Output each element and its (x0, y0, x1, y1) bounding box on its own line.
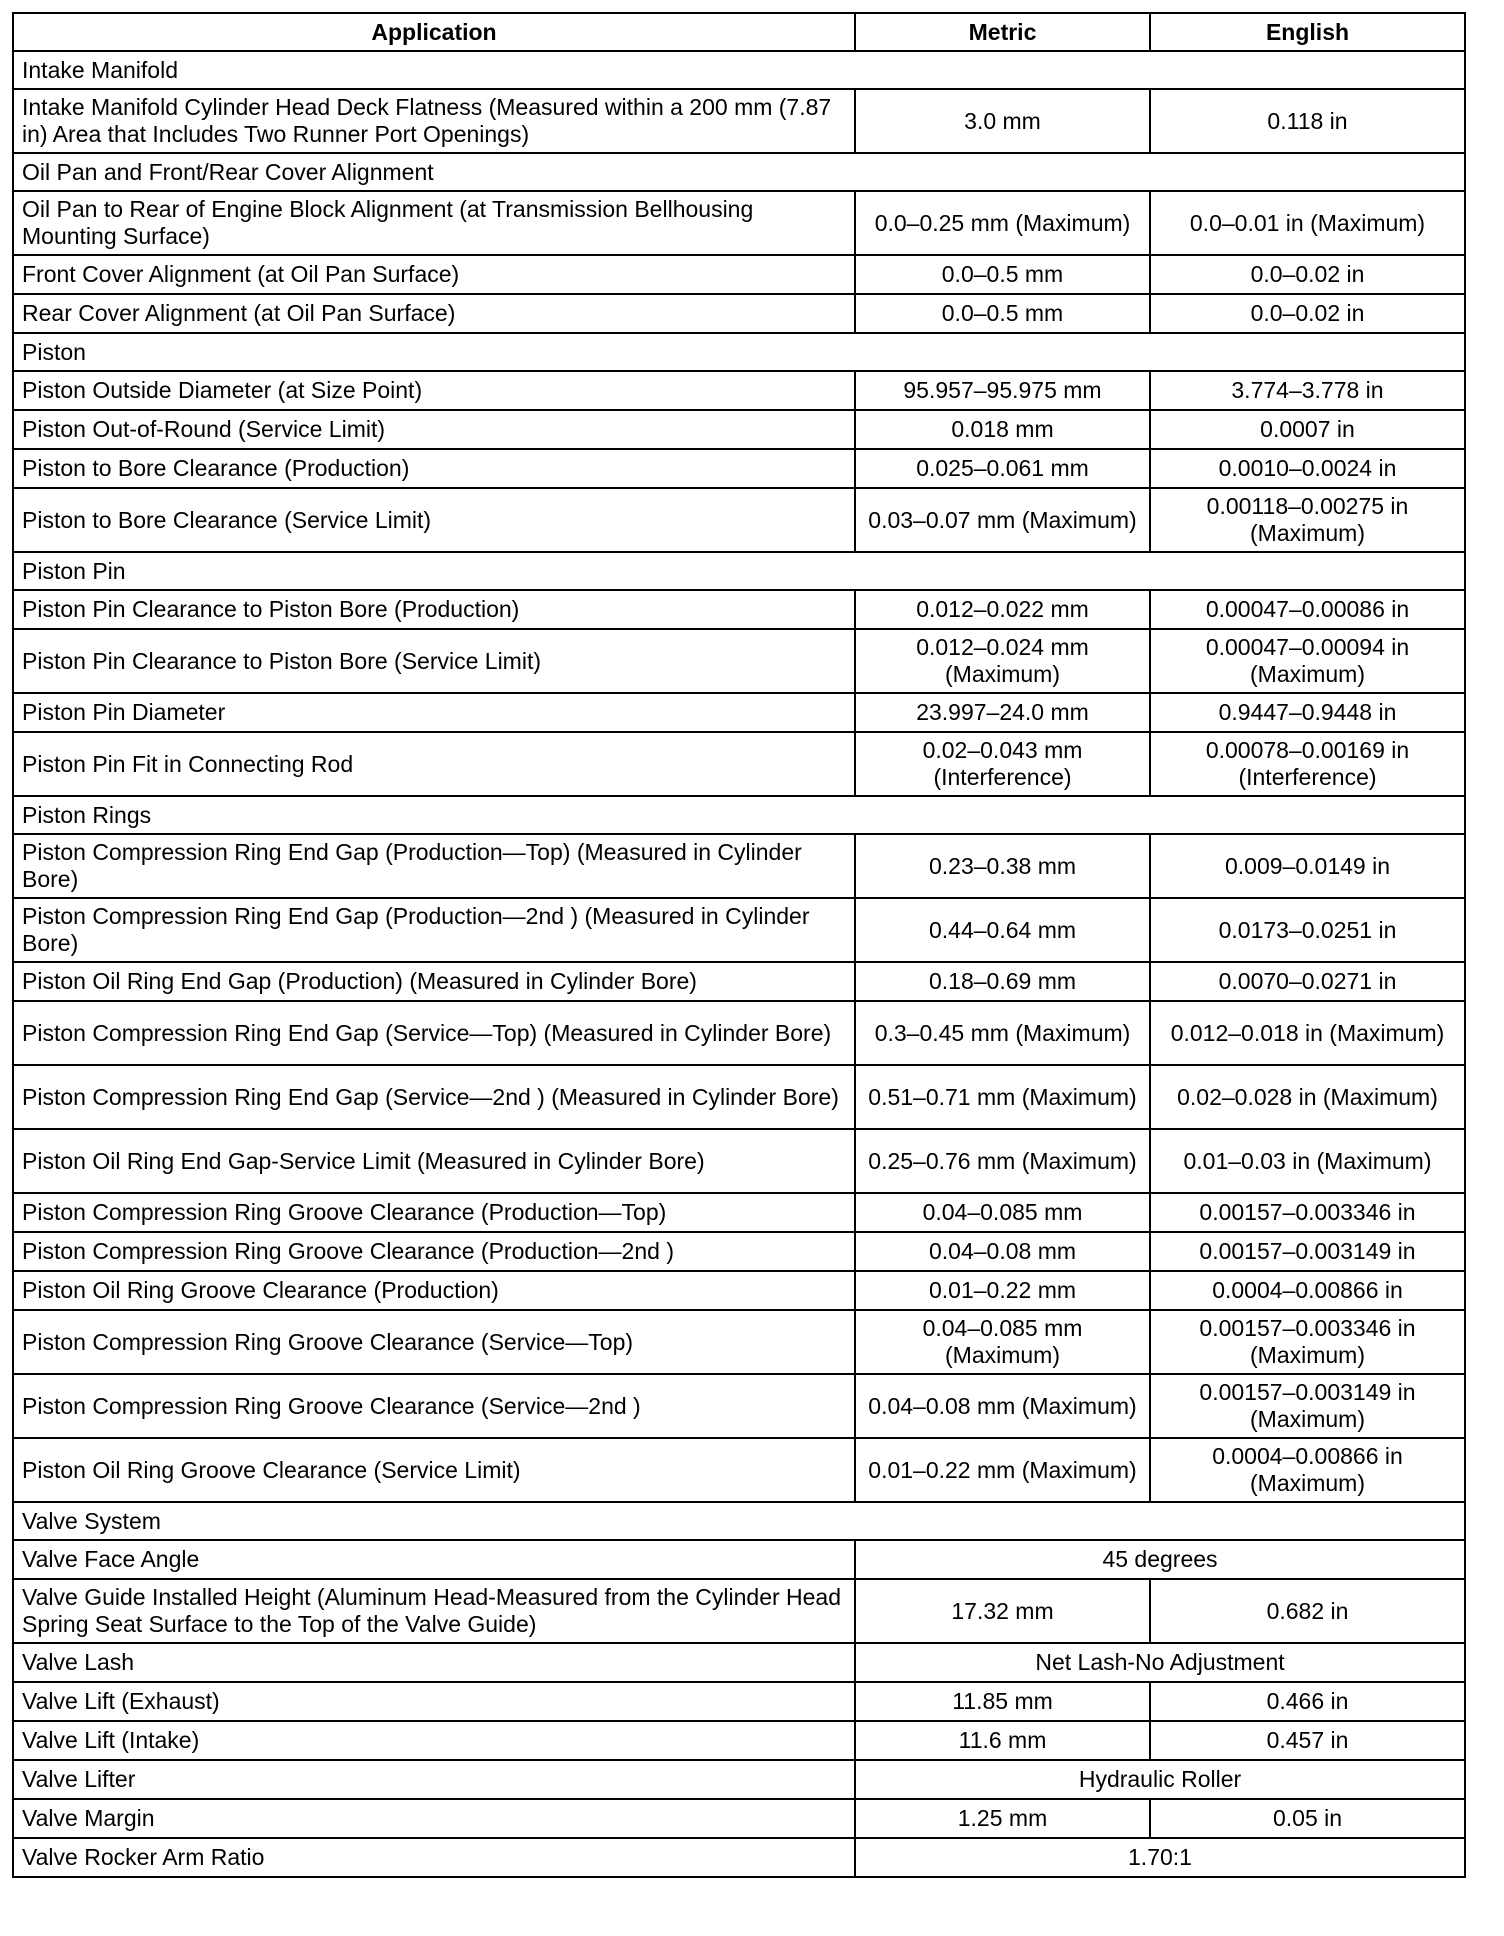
section-title: Valve System (13, 1502, 1465, 1540)
specifications-table (12, 12, 1466, 1878)
english-value-cell: 0.00157–0.003346 in (1150, 1193, 1465, 1232)
section-row (13, 153, 1465, 191)
english-value-cell: 0.0–0.01 in (Maximum) (1150, 191, 1465, 255)
table-row (13, 629, 1465, 693)
metric-value-cell: 0.03–0.07 mm (Maximum) (855, 488, 1150, 552)
section-row (13, 51, 1465, 89)
table-row (13, 191, 1465, 255)
table-row (13, 834, 1465, 898)
section-row (13, 333, 1465, 371)
combined-value-cell: 1.70:1 (855, 1838, 1465, 1877)
application-cell: Piston Compression Ring End Gap (Production—2nd ) (Measured in Cylinder Bore) (13, 898, 855, 962)
section-title: Piston Rings (13, 796, 1465, 834)
english-value-cell: 3.774–3.778 in (1150, 371, 1465, 410)
metric-value-cell: 0.04–0.085 mm (Maximum) (855, 1310, 1150, 1374)
english-value-cell: 0.0004–0.00866 in (1150, 1271, 1465, 1310)
section-row (13, 1502, 1465, 1540)
application-cell: Valve Lift (Intake) (13, 1721, 855, 1760)
metric-value-cell: 1.25 mm (855, 1799, 1150, 1838)
metric-value-cell: 0.0–0.25 mm (Maximum) (855, 191, 1150, 255)
header-application: Application (13, 13, 855, 51)
application-cell: Oil Pan to Rear of Engine Block Alignment (at Transmission Bellhousing Mounting Surface) (13, 191, 855, 255)
metric-value-cell: 11.6 mm (855, 1721, 1150, 1760)
application-cell: Piston Compression Ring Groove Clearance (Production—Top) (13, 1193, 855, 1232)
table-row (13, 1682, 1465, 1721)
application-cell: Valve Face Angle (13, 1540, 855, 1579)
table-row (13, 1579, 1465, 1643)
english-value-cell: 0.00078–0.00169 in (Interference) (1150, 732, 1465, 796)
application-cell: Valve Rocker Arm Ratio (13, 1838, 855, 1877)
section-title: Intake Manifold (13, 51, 1465, 89)
application-cell: Valve Lifter (13, 1760, 855, 1799)
table-row (13, 1065, 1465, 1129)
english-value-cell: 0.0004–0.00866 in (Maximum) (1150, 1438, 1465, 1502)
table-row (13, 1799, 1465, 1838)
application-cell: Piston Compression Ring Groove Clearance (Production—2nd ) (13, 1232, 855, 1271)
application-cell: Piston Pin Diameter (13, 693, 855, 732)
table-row (13, 1643, 1465, 1682)
metric-value-cell: 0.018 mm (855, 410, 1150, 449)
application-cell: Intake Manifold Cylinder Head Deck Flatness (Measured within a 200 mm (7.87 in) Area that Includes Two Runner Port Openings) (13, 89, 855, 153)
application-cell: Piston Pin Clearance to Piston Bore (Production) (13, 590, 855, 629)
application-cell: Piston to Bore Clearance (Production) (13, 449, 855, 488)
section-row (13, 552, 1465, 590)
application-cell: Piston Out-of-Round (Service Limit) (13, 410, 855, 449)
application-cell: Rear Cover Alignment (at Oil Pan Surface) (13, 294, 855, 333)
table-row (13, 732, 1465, 796)
table-row (13, 371, 1465, 410)
english-value-cell: 0.457 in (1150, 1721, 1465, 1760)
english-value-cell: 0.00157–0.003149 in (1150, 1232, 1465, 1271)
english-value-cell: 0.0173–0.0251 in (1150, 898, 1465, 962)
metric-value-cell: 0.23–0.38 mm (855, 834, 1150, 898)
table-row (13, 1271, 1465, 1310)
application-cell: Piston Oil Ring Groove Clearance (Production) (13, 1271, 855, 1310)
application-cell: Valve Lash (13, 1643, 855, 1682)
metric-value-cell: 23.997–24.0 mm (855, 693, 1150, 732)
table-row (13, 590, 1465, 629)
english-value-cell: 0.0007 in (1150, 410, 1465, 449)
table-row (13, 1760, 1465, 1799)
section-title: Oil Pan and Front/Rear Cover Alignment (13, 153, 1465, 191)
table-row (13, 1838, 1465, 1877)
application-cell: Piston Compression Ring End Gap (Service—Top) (Measured in Cylinder Bore) (13, 1001, 855, 1065)
section-title: Piston (13, 333, 1465, 371)
table-row (13, 255, 1465, 294)
application-cell: Piston Oil Ring End Gap (Production) (Measured in Cylinder Bore) (13, 962, 855, 1001)
section-row (13, 796, 1465, 834)
english-value-cell: 0.0–0.02 in (1150, 294, 1465, 333)
english-value-cell: 0.118 in (1150, 89, 1465, 153)
metric-value-cell: 0.18–0.69 mm (855, 962, 1150, 1001)
table-body (13, 51, 1465, 1877)
metric-value-cell: 11.85 mm (855, 1682, 1150, 1721)
application-cell: Piston Compression Ring Groove Clearance (Service—Top) (13, 1310, 855, 1374)
metric-value-cell: 95.957–95.975 mm (855, 371, 1150, 410)
table-row (13, 1001, 1465, 1065)
table-row (13, 294, 1465, 333)
english-value-cell: 0.00118–0.00275 in (Maximum) (1150, 488, 1465, 552)
metric-value-cell: 0.04–0.085 mm (855, 1193, 1150, 1232)
metric-value-cell: 0.01–0.22 mm (855, 1271, 1150, 1310)
header-row (13, 13, 1465, 51)
table-row (13, 1540, 1465, 1579)
metric-value-cell: 17.32 mm (855, 1579, 1150, 1643)
metric-value-cell: 0.51–0.71 mm (Maximum) (855, 1065, 1150, 1129)
application-cell: Piston Oil Ring Groove Clearance (Service Limit) (13, 1438, 855, 1502)
combined-value-cell: Hydraulic Roller (855, 1760, 1465, 1799)
application-cell: Valve Margin (13, 1799, 855, 1838)
application-cell: Valve Guide Installed Height (Aluminum Head-Measured from the Cylinder Head Spring Seat Surface to the Top of the Valve Guide) (13, 1579, 855, 1643)
combined-value-cell: Net Lash-No Adjustment (855, 1643, 1465, 1682)
table-row (13, 1232, 1465, 1271)
english-value-cell: 0.0070–0.0271 in (1150, 962, 1465, 1001)
header-english: English (1150, 13, 1465, 51)
table-row (13, 1193, 1465, 1232)
combined-value-cell: 45 degrees (855, 1540, 1465, 1579)
metric-value-cell: 3.0 mm (855, 89, 1150, 153)
table-row (13, 898, 1465, 962)
table-row (13, 449, 1465, 488)
application-cell: Piston Compression Ring End Gap (Service—2nd ) (Measured in Cylinder Bore) (13, 1065, 855, 1129)
english-value-cell: 0.00047–0.00086 in (1150, 590, 1465, 629)
metric-value-cell: 0.012–0.024 mm (Maximum) (855, 629, 1150, 693)
metric-value-cell: 0.44–0.64 mm (855, 898, 1150, 962)
table-row (13, 693, 1465, 732)
english-value-cell: 0.0010–0.0024 in (1150, 449, 1465, 488)
english-value-cell: 0.009–0.0149 in (1150, 834, 1465, 898)
metric-value-cell: 0.02–0.043 mm (Interference) (855, 732, 1150, 796)
table-row (13, 410, 1465, 449)
table-row (13, 89, 1465, 153)
application-cell: Piston Compression Ring End Gap (Production—Top) (Measured in Cylinder Bore) (13, 834, 855, 898)
english-value-cell: 0.05 in (1150, 1799, 1465, 1838)
metric-value-cell: 0.012–0.022 mm (855, 590, 1150, 629)
table-row (13, 962, 1465, 1001)
table-row (13, 1721, 1465, 1760)
english-value-cell: 0.02–0.028 in (Maximum) (1150, 1065, 1465, 1129)
application-cell: Piston to Bore Clearance (Service Limit) (13, 488, 855, 552)
header-metric: Metric (855, 13, 1150, 51)
english-value-cell: 0.682 in (1150, 1579, 1465, 1643)
english-value-cell: 0.00157–0.003346 in (Maximum) (1150, 1310, 1465, 1374)
metric-value-cell: 0.0–0.5 mm (855, 294, 1150, 333)
table-row (13, 1310, 1465, 1374)
english-value-cell: 0.01–0.03 in (Maximum) (1150, 1129, 1465, 1193)
table-row (13, 1374, 1465, 1438)
metric-value-cell: 0.04–0.08 mm (855, 1232, 1150, 1271)
metric-value-cell: 0.25–0.76 mm (Maximum) (855, 1129, 1150, 1193)
metric-value-cell: 0.3–0.45 mm (Maximum) (855, 1001, 1150, 1065)
english-value-cell: 0.9447–0.9448 in (1150, 693, 1465, 732)
application-cell: Piston Pin Clearance to Piston Bore (Service Limit) (13, 629, 855, 693)
metric-value-cell: 0.01–0.22 mm (Maximum) (855, 1438, 1150, 1502)
english-value-cell: 0.012–0.018 in (Maximum) (1150, 1001, 1465, 1065)
application-cell: Piston Compression Ring Groove Clearance (Service—2nd ) (13, 1374, 855, 1438)
table-row (13, 1438, 1465, 1502)
table-row (13, 1129, 1465, 1193)
english-value-cell: 0.466 in (1150, 1682, 1465, 1721)
english-value-cell: 0.00157–0.003149 in (Maximum) (1150, 1374, 1465, 1438)
english-value-cell: 0.00047–0.00094 in (Maximum) (1150, 629, 1465, 693)
metric-value-cell: 0.025–0.061 mm (855, 449, 1150, 488)
application-cell: Piston Oil Ring End Gap-Service Limit (Measured in Cylinder Bore) (13, 1129, 855, 1193)
application-cell: Front Cover Alignment (at Oil Pan Surface) (13, 255, 855, 294)
application-cell: Piston Pin Fit in Connecting Rod (13, 732, 855, 796)
section-title: Piston Pin (13, 552, 1465, 590)
table-row (13, 488, 1465, 552)
application-cell: Piston Outside Diameter (at Size Point) (13, 371, 855, 410)
metric-value-cell: 0.0–0.5 mm (855, 255, 1150, 294)
english-value-cell: 0.0–0.02 in (1150, 255, 1465, 294)
metric-value-cell: 0.04–0.08 mm (Maximum) (855, 1374, 1150, 1438)
application-cell: Valve Lift (Exhaust) (13, 1682, 855, 1721)
